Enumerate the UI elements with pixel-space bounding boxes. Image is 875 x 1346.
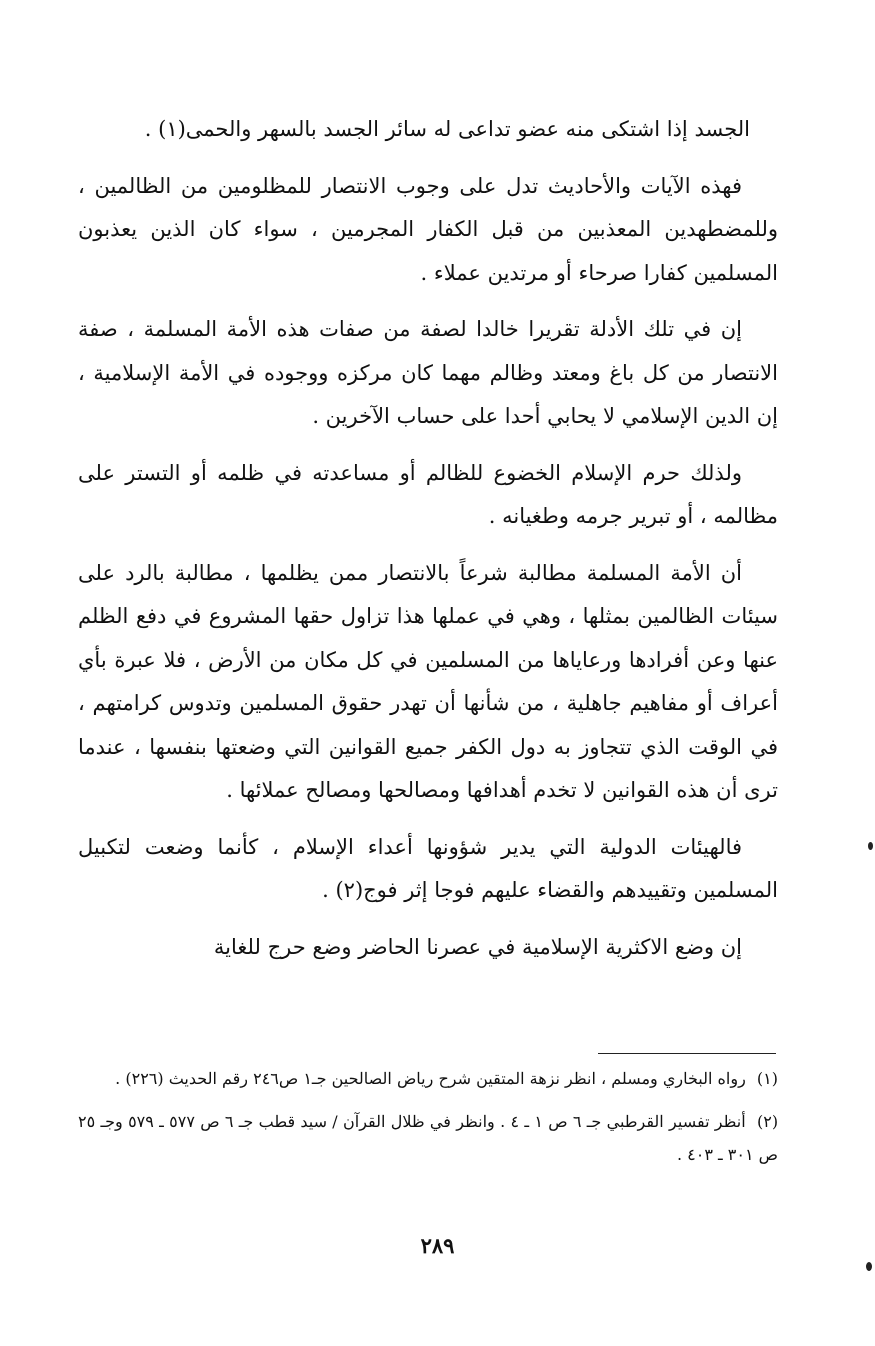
scan-speck bbox=[868, 842, 873, 850]
paragraph-7: إن وضع الاكثرية الإسلامية في عصرنا الحاضر وضع حرج للغاية bbox=[213, 934, 742, 959]
footnote-1-number: (١) bbox=[756, 1069, 778, 1088]
paragraph-4: ولذلك حرم الإسلام الخضوع للظالم أو مساعدته في ظلمه أو التستر على مظالمه ، أو تبرير جرمه وطغيانه . bbox=[78, 460, 778, 528]
paragraph-1: الجسد إذا اشتكى منه عضو تداعى له سائر الجسد بالسهر والحمى(١) . bbox=[144, 117, 750, 141]
paragraph-3: إن في تلك الأدلة تقريرا خالدا لصفة من صفات هذه الأمة المسلمة ، صفة الانتصار من كل باغ ومعتد وظالم مهما كان مركزه ووجوده في الأمة الإسلامية ، إن الدين الإسلامي لا يحابي أحدا على حساب الآخرين . bbox=[78, 317, 778, 428]
scan-speck bbox=[866, 1262, 872, 1271]
paragraph-5: أن الأمة المسلمة مطالبة شرعاً بالانتصار ممن يظلمها ، مطالبة بالرد على سيئات الظالمين بمثلها ، وهي في عملها هذا تزاول حقها المشروع في دفع الظلم عنها وعن أفرادها ورعاياها من المسلمين في كل مكان من الأرض ، فلا عبرة بأي أعراف أو مفاهيم جاهلية ، من شأنها أن تهدر حقوق المسلمين وتدوس كرامتهم ، في الوقت الذي تتجاوز به دول الكفر جميع القوانين التي وضعتها بنفسها ، عندما ترى أن هذه القوانين لا تخدم أهدافها ومصالحها ومصالح عملائها . bbox=[78, 560, 778, 802]
footnote-2 bbox=[78, 1105, 778, 1171]
footnote-1-text: رواه البخاري ومسلم ، انظر نزهة المتقين شرح رياض الصالحين جـ١ ص٢٤٦ رقم الحديث (٢٢٦) . bbox=[115, 1069, 746, 1088]
main-text bbox=[78, 108, 778, 982]
footnote-divider bbox=[598, 1053, 776, 1054]
footnotes bbox=[78, 1062, 778, 1181]
page-number: ٢٨٩ bbox=[420, 1233, 455, 1258]
footnote-2-number: (٢) bbox=[756, 1112, 779, 1131]
footnote-2-text: أنظر تفسير القرطبي جـ ٦ ص ١ ـ ٤ . وانظر في ظلال القرآن / سيد قطب جـ ٦ ص ٥٧٧ ـ ٥٧٩ وجـ ٢٥ ص ٣٠١ ـ ٤٠٣ . bbox=[78, 1112, 778, 1164]
footnote-1 bbox=[78, 1062, 778, 1095]
paragraph-6: فالهيئات الدولية التي يدير شؤونها أعداء الإسلام ، كأنما وضعت لتكبيل المسلمين وتقييدهم والقضاء عليهم فوجا إثر فوج(٢) . bbox=[78, 834, 778, 902]
paragraph-2: فهذه الآيات والأحاديث تدل على وجوب الانتصار للمظلومين من الظالمين ، وللمضطهدين المعذبين من قبل الكفار المجرمين ، سواء كان الذين يعذبون المسلمين كفارا صرحاء أو مرتدين عملاء . bbox=[78, 173, 778, 285]
